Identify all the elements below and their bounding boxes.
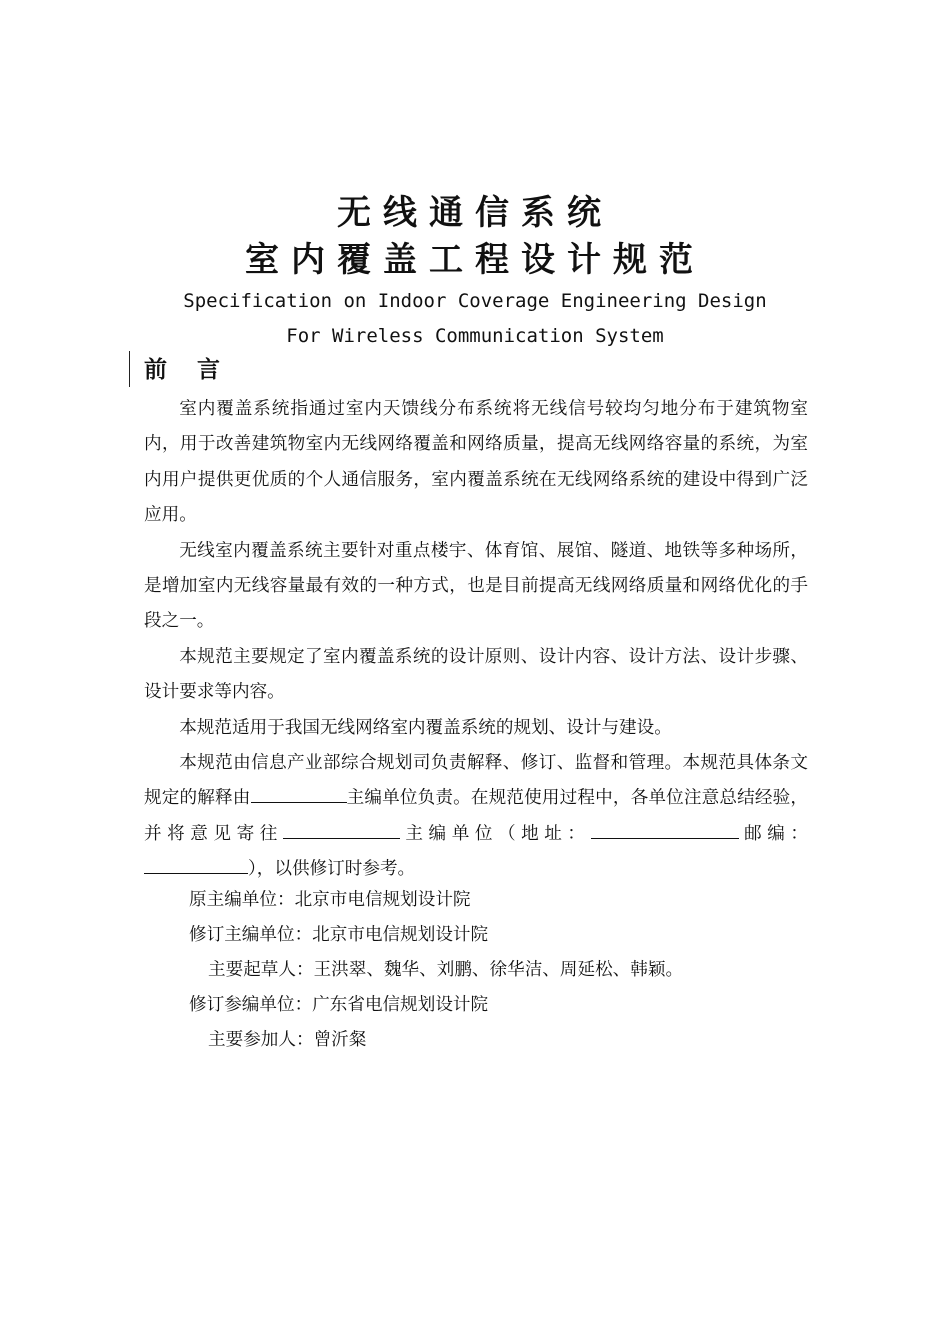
paragraph-1: 室内覆盖系统指通过室内天馈线分布系统将无线信号较均匀地分布于建筑物室内，用于改善建筑物室内无线网络覆盖和网络质量，提高无线网络容量的系统，为室内用户提供更优质的个人通信服务，室内覆盖系统在无线网络系统的建设中得到广泛应用。 (144, 399, 808, 526)
credit-revision-editor: 修订主编单位：北京市电信规划设计院 (189, 925, 489, 945)
blank-underline-4 (144, 855, 248, 874)
paragraph-5-part-b: 主编单位负责。在规范使用过程中，各单位注意总结经验，并将意见寄往 (144, 788, 808, 844)
section-heading: 前言 (144, 357, 250, 383)
blank-underline-1 (251, 784, 347, 803)
blank-underline-3 (591, 820, 739, 839)
paragraph-5-part-e: ），以供修订时参考。 (248, 859, 416, 880)
paragraph-2: 无线室内覆盖系统主要针对重点楼宇、体育馆、展馆、隧道、地铁等多种场所，是增加室内无线容量最有效的一种方式，也是目前提高无线网络质量和网络优化的手段之一。 (144, 540, 808, 632)
title-line-1: 无线通信系统 (337, 193, 613, 233)
paragraph-5-part-c: 主编单位（地址： (399, 823, 591, 844)
credit-original-editor: 原主编单位：北京市电信规划设计院 (189, 890, 471, 910)
paragraph-5 (144, 746, 808, 888)
preface-body (144, 392, 808, 888)
credit-revision-participant-unit: 修订参编单位：广东省电信规划设计院 (189, 995, 489, 1015)
blank-underline-2 (283, 820, 400, 839)
paragraph-5-part-a: 本规范由信息产业部综合规划司负责解释、修订、监督和管理。本规范具体条文规定的解释由 (144, 753, 808, 809)
credit-main-participants: 主要参加人：曾沂粲 (208, 1030, 367, 1050)
paragraph-5-part-d: 邮编： (738, 823, 808, 844)
section-divider (129, 351, 130, 387)
paragraph-3: 本规范主要规定了室内覆盖系统的设计原则、设计内容、设计方法、设计步骤、设计要求等内容。 (144, 646, 808, 703)
english-title-line-1: Specification on Indoor Coverage Engineering Design (183, 290, 767, 312)
english-title-line-2: For Wireless Communication System (286, 325, 664, 347)
paragraph-4: 本规范适用于我国无线网络室内覆盖系统的规划、设计与建设。 (179, 717, 672, 738)
credit-main-drafters: 主要起草人：王洪翠、魏华、刘鹏、徐华洁、周延松、韩颖。 (208, 960, 684, 980)
title-line-2: 室内覆盖工程设计规范 (245, 240, 705, 280)
